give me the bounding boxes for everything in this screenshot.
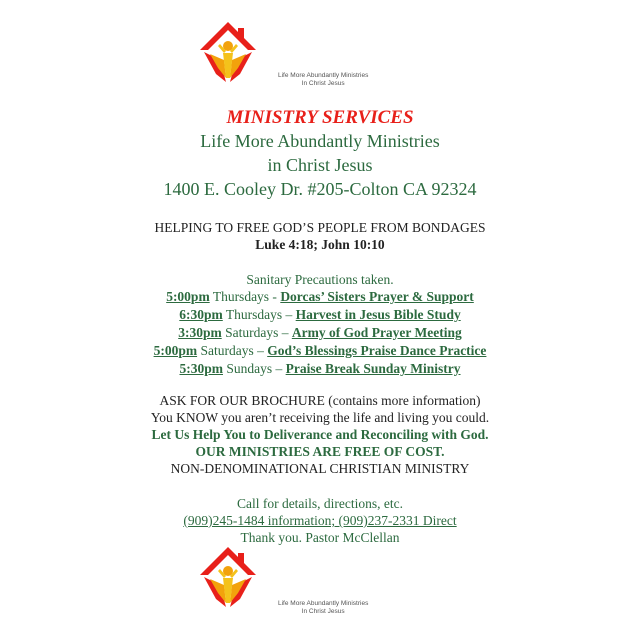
house-figure-logo-icon: [196, 20, 260, 90]
phone-numbers-link[interactable]: (909)245-1484 information; (909)237-2331 Direct: [183, 513, 457, 528]
mission-line: HELPING TO FREE GOD’S PEOPLE FROM BONDAGES: [154, 220, 486, 235]
brochure-line: ASK FOR OUR BROCHURE (contains more information): [159, 393, 481, 408]
schedule-day: Thursdays -: [209, 289, 281, 304]
logo-caption-line1: Life More Abundantly Ministries: [278, 600, 369, 607]
schedule-item: [0, 306, 640, 324]
schedule-time: 5:00pm: [153, 343, 198, 358]
logo-caption-line1: Life More Abundantly Ministries: [278, 72, 369, 79]
schedule-day: Thursdays –: [222, 307, 296, 322]
nondenominational-line: NON-DENOMINATIONAL CHRISTIAN MINISTRY: [170, 461, 470, 476]
page-title: MINISTRY SERVICES: [226, 107, 414, 128]
schedule-item: [0, 288, 640, 306]
house-figure-logo-icon: [196, 545, 260, 615]
logo-caption-line2: In Christ Jesus: [301, 608, 345, 615]
help-line: Let Us Help You to Deliverance and Reconciling with God.: [151, 427, 489, 442]
logo-caption: [278, 600, 368, 616]
ministry-logo-top: [196, 20, 536, 90]
schedule-item: [0, 342, 640, 360]
schedule-day: Saturdays –: [221, 325, 292, 340]
org-name-line1: Life More Abundantly Ministries: [200, 131, 440, 151]
schedule-event-link[interactable]: Dorcas’ Sisters Prayer & Support: [280, 289, 474, 304]
schedule-event-link[interactable]: Army of God Prayer Meeting: [291, 325, 462, 340]
thanks-line: Thank you. Pastor McClellan: [240, 530, 400, 545]
schedule-event-link[interactable]: Praise Break Sunday Ministry: [285, 361, 461, 376]
logo-caption: [278, 72, 368, 88]
ministry-logo-bottom: [196, 545, 536, 615]
know-line: You KNOW you aren’t receiving the life and living you could.: [150, 410, 490, 425]
schedule-item: [0, 324, 640, 342]
schedule-time: 3:30pm: [178, 325, 222, 340]
schedule-time: 5:00pm: [166, 289, 210, 304]
precautions-note: Sanitary Precautions taken.: [246, 272, 394, 287]
schedule-time: 5:30pm: [179, 361, 223, 376]
free-line: OUR MINISTRIES ARE FREE OF COST.: [195, 444, 445, 459]
schedule-day: Sundays –: [222, 361, 286, 376]
schedule-event-link[interactable]: God’s Blessings Praise Dance Practice: [267, 343, 487, 358]
scripture-reference: Luke 4:18; John 10:10: [255, 237, 385, 252]
schedule-event-link[interactable]: Harvest in Jesus Bible Study: [295, 307, 461, 322]
schedule-item: [0, 360, 640, 378]
address: 1400 E. Cooley Dr. #205-Colton CA 92324: [163, 179, 477, 199]
logo-caption-line2: In Christ Jesus: [301, 80, 345, 87]
schedule-time: 6:30pm: [179, 307, 223, 322]
schedule-day: Saturdays –: [197, 343, 268, 358]
call-line: Call for details, directions, etc.: [236, 496, 404, 511]
org-name-line2: in Christ Jesus: [267, 155, 373, 175]
flyer-content: [0, 106, 640, 546]
